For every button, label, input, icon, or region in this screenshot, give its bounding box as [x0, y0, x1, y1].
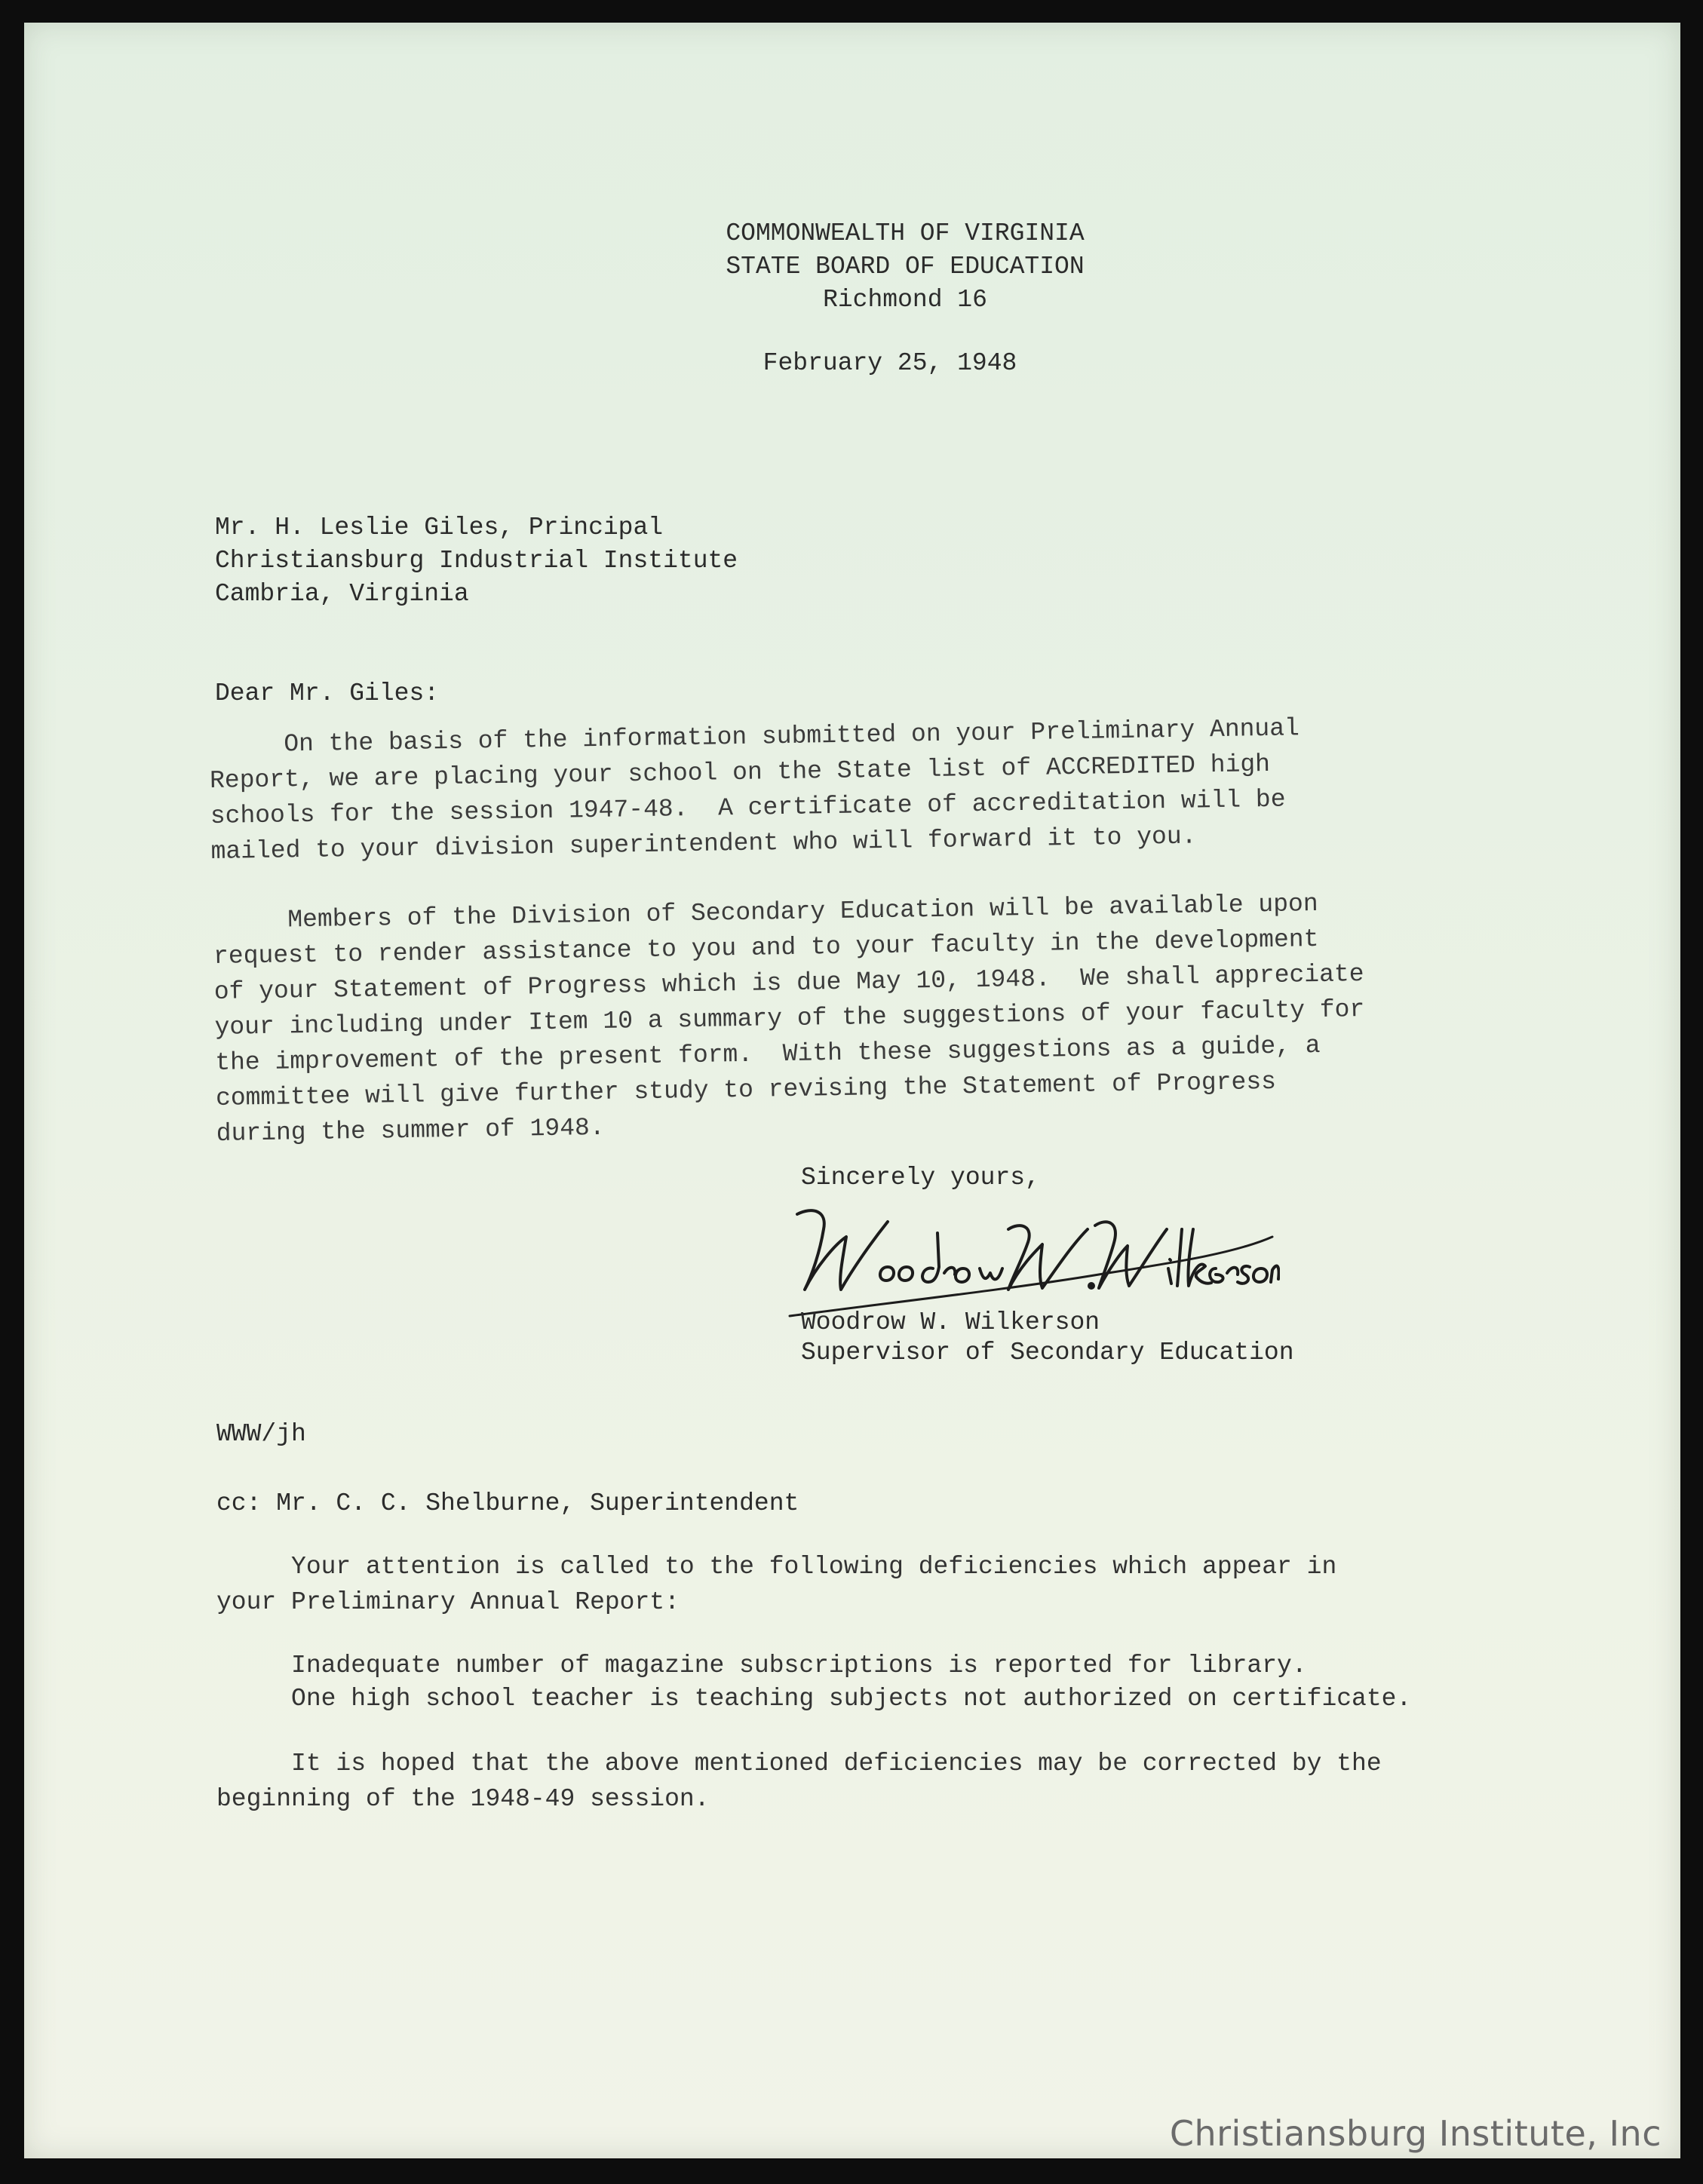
paragraph-2-line: of your Statement of Progress which is due May 10, 1948. We shall appreciate: [213, 960, 1364, 1006]
list-item: One high school teacher is teaching subjects not authorized on certificate.: [216, 1685, 1412, 1713]
letterhead-line-1: COMMONWEALTH OF VIRGINIA: [726, 219, 1085, 247]
paragraph-2-line: committee will give further study to revising the Statement of Progress: [215, 1067, 1277, 1112]
recipient-name: Mr. H. Leslie Giles, Principal: [215, 514, 664, 541]
letterhead-line-2: STATE BOARD OF EDUCATION: [726, 253, 1085, 281]
deficiency-intro: [216, 1549, 1336, 1620]
letterhead-line-3: Richmond 16: [823, 286, 987, 314]
cc-line: cc: Mr. C. C. Shelburne, Superintendent: [216, 1489, 799, 1517]
closing-note-line: It is hoped that the above mentioned deficiencies may be corrected by the: [216, 1750, 1382, 1778]
paragraph-2-line: during the summer of 1948.: [216, 1113, 605, 1148]
paragraph-2-line: request to render assistance to you and to your faculty in the development: [213, 925, 1319, 971]
salutation: Dear Mr. Giles:: [215, 679, 440, 707]
paragraph-2: [213, 885, 1367, 1152]
letter-date: February 25, 1948: [763, 349, 1017, 377]
initials: WWW/jh: [216, 1420, 306, 1448]
paragraph-1-line: On the basis of the information submitted on your Preliminary Annual: [209, 714, 1300, 759]
paragraph-1-line: schools for the session 1947-48. A certificate of accreditation will be: [210, 785, 1286, 830]
signer-title: Supervisor of Secondary Education: [801, 1339, 1294, 1367]
recipient-institution: Christiansburg Industrial Institute: [215, 547, 738, 575]
list-item: Inadequate number of magazine subscriptions is reported for library.: [216, 1652, 1307, 1679]
closing: Sincerely yours,: [801, 1164, 1040, 1192]
deficiency-list: [216, 1649, 1411, 1716]
paragraph-2-line: your including under Item 10 a summary of the suggestions of your faculty for: [214, 995, 1365, 1041]
letter-page: [24, 23, 1680, 2158]
paragraph-1-line: mailed to your division superintendent who will forward it to you.: [210, 822, 1197, 866]
closing-note-line: beginning of the 1948-49 session.: [216, 1785, 710, 1813]
recipient-location: Cambria, Virginia: [215, 580, 469, 608]
signer-name: Woodrow W. Wilkerson: [801, 1308, 1100, 1336]
closing-note: [216, 1746, 1382, 1817]
paragraph-2-line: the improvement of the present form. With these suggestions as a guide, a: [215, 1031, 1321, 1077]
watermark: Christiansburg Institute, Inc: [1169, 2113, 1662, 2154]
paragraph-2-line: Members of the Division of Secondary Education will be available upon: [213, 889, 1318, 935]
paragraph-1-line: Report, we are placing your school on the State list of ACCREDITED high: [209, 750, 1271, 795]
deficiency-intro-line: your Preliminary Annual Report:: [216, 1588, 680, 1616]
deficiency-intro-line: Your attention is called to the following deficiencies which appear in: [216, 1553, 1337, 1581]
paragraph-1: [209, 710, 1301, 870]
